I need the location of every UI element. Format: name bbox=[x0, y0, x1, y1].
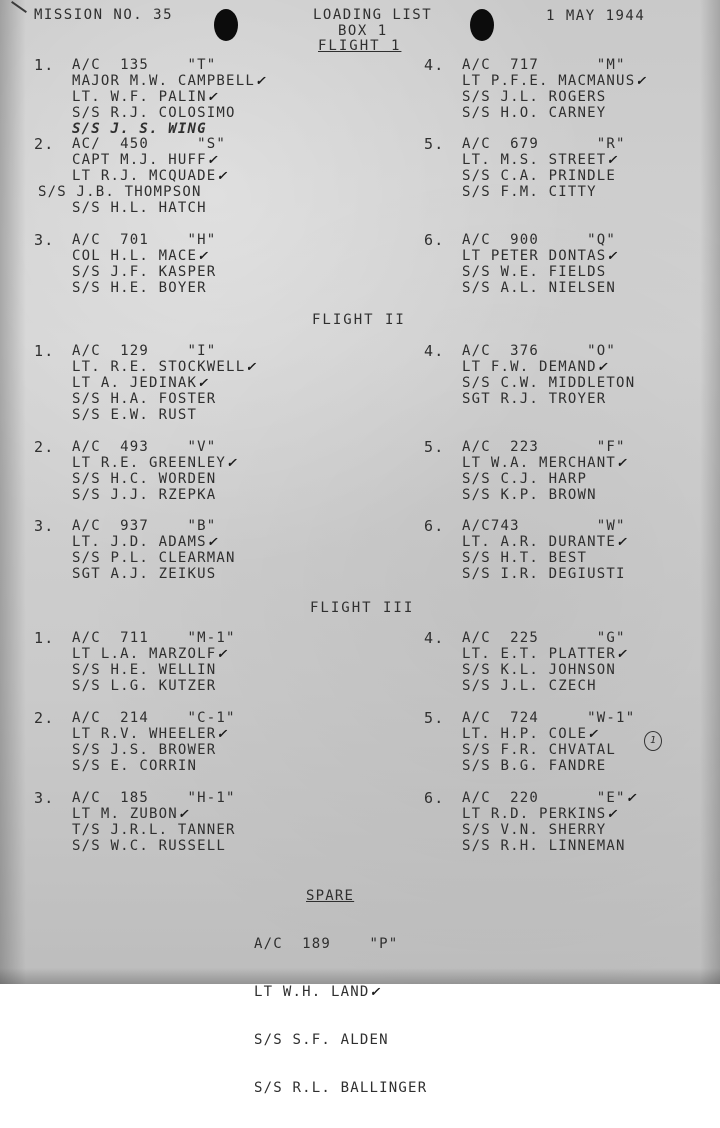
aircraft-entry bbox=[424, 439, 627, 503]
aircraft-entry bbox=[34, 136, 227, 216]
crew-member: S/S J.J. RZEPKA bbox=[72, 487, 217, 503]
aircraft-line: A/C 724 "W-1" bbox=[462, 710, 636, 726]
handwritten-check-icon: ✓ bbox=[207, 534, 218, 550]
aircraft-line: A/C 900 "Q" bbox=[462, 232, 617, 248]
handwritten-check-icon: ✓ bbox=[636, 73, 646, 89]
aircraft-entry bbox=[424, 57, 646, 121]
handwritten-check-icon: ✓ bbox=[607, 152, 618, 168]
crew-member: S/S I.R. DEGIUSTI bbox=[462, 566, 626, 582]
handwritten-check-icon: ✓ bbox=[227, 455, 237, 471]
spare-aircraft: A/C 189 "P" bbox=[254, 936, 399, 952]
aircraft-entry bbox=[34, 790, 236, 854]
entry-number: 1. bbox=[34, 342, 55, 360]
crew-member: LT. M.S. STREET✓ bbox=[462, 152, 618, 168]
aircraft-line: A/C743 "W" bbox=[462, 518, 626, 534]
crew-member: LT. J.D. ADAMS✓ bbox=[72, 534, 218, 550]
handwritten-check-icon: ✓ bbox=[217, 646, 228, 662]
crew-member: COL H.L. MACE✓ bbox=[72, 248, 208, 264]
crew-member: T/S J.R.L. TANNER bbox=[72, 822, 236, 838]
crew-member: S/S E. CORRIN bbox=[72, 758, 198, 774]
flight-title: FLIGHT III bbox=[310, 600, 415, 616]
crew-member: S/S C.A. PRINDLE bbox=[462, 168, 617, 184]
aircraft-entry bbox=[424, 518, 627, 582]
crew-member: S/S H.O. CARNEY bbox=[462, 105, 607, 121]
aircraft-entry bbox=[34, 630, 236, 694]
crew-member: S/S J.L. ROGERS bbox=[462, 89, 607, 105]
entry-number: 4. bbox=[424, 56, 445, 74]
aircraft-line: A/C 185 "H-1" bbox=[72, 790, 236, 806]
crew-member: S/S J.S. BROWER bbox=[72, 742, 217, 758]
aircraft-line: A/C 701 "H" bbox=[72, 232, 217, 248]
crew-member: LT R.J. MCQUADE✓ bbox=[72, 168, 228, 184]
entry-number: 4. bbox=[424, 342, 445, 360]
aircraft-entry bbox=[34, 232, 216, 296]
crew-member: S/S H.L. HATCH bbox=[72, 200, 207, 216]
crew-member: S/S W.C. RUSSELL bbox=[72, 838, 227, 854]
crew-member: LT F.W. DEMAND✓ bbox=[462, 359, 608, 375]
crew-member: S/S R.J. COLOSIMO bbox=[72, 105, 236, 121]
crew-member: S/S H.E. BOYER bbox=[72, 280, 207, 296]
mission-number: MISSION NO. 35 bbox=[34, 7, 174, 23]
document-title: LOADING LIST bbox=[313, 7, 433, 23]
crew-member: LT W.A. MERCHANT✓ bbox=[462, 455, 627, 471]
handwritten-check-icon: ✓ bbox=[198, 375, 208, 391]
crew-member: S/S C.W. MIDDLETON bbox=[462, 375, 636, 391]
crew-member: S/S P.L. CLEARMAN bbox=[72, 550, 236, 566]
crew-member: LT. A.R. DURANTE✓ bbox=[462, 534, 627, 550]
handwritten-check-icon: ✓ bbox=[246, 359, 256, 375]
aircraft-entry bbox=[424, 630, 627, 694]
handwritten-check-icon: ✓ bbox=[617, 534, 627, 550]
crew-member: S/S C.J. HARP bbox=[462, 471, 588, 487]
crew-member: S/S R.H. LINNEMAN bbox=[462, 838, 626, 854]
crew-member: LT. R.E. STOCKWELL✓ bbox=[72, 359, 256, 375]
handwritten-check-icon: ✓ bbox=[617, 646, 627, 662]
aircraft-line: A/C 220 "E"✓ bbox=[462, 790, 637, 806]
entry-number: 5. bbox=[424, 709, 445, 727]
entry-number: 4. bbox=[424, 629, 445, 647]
box-label: BOX 1 bbox=[338, 23, 388, 39]
crew-member: CAPT M.J. HUFF✓ bbox=[72, 152, 218, 168]
handwritten-check-icon: ✓ bbox=[588, 726, 598, 742]
aircraft-entry bbox=[34, 343, 256, 423]
crew-member: S/S B.G. FANDRE bbox=[462, 758, 607, 774]
aircraft-line: AC/ 450 "S" bbox=[72, 136, 227, 152]
entry-number: 2. bbox=[34, 438, 55, 456]
crew-member: LT. H.P. COLE✓ bbox=[462, 726, 598, 742]
aircraft-entry bbox=[34, 57, 266, 137]
handwritten-check-icon: ✓ bbox=[255, 73, 266, 89]
aircraft-entry bbox=[34, 518, 236, 582]
entry-number: 3. bbox=[34, 231, 55, 249]
entry-number: 2. bbox=[34, 135, 55, 153]
crew-member: S/S J.B. THOMPSON bbox=[38, 184, 202, 200]
handwritten-check-icon: ✓ bbox=[370, 984, 381, 1000]
handwritten-circle-mark: 1 bbox=[644, 731, 662, 751]
crew-member: LT R.E. GREENLEY✓ bbox=[72, 455, 237, 471]
crew-member: S/S J. S. WING bbox=[72, 121, 207, 137]
flight-title: FLIGHT 1 bbox=[318, 38, 402, 54]
spare-crew: S/S S.F. ALDEN bbox=[254, 1032, 389, 1048]
crew-member: LT P.F.E. MACMANUS✓ bbox=[462, 73, 646, 89]
handwritten-check-icon: ✓ bbox=[217, 168, 228, 184]
crew-member: S/S K.L. JOHNSON bbox=[462, 662, 617, 678]
aircraft-line: A/C 376 "O" bbox=[462, 343, 617, 359]
crew-member: S/S V.N. SHERRY bbox=[462, 822, 607, 838]
handwritten-check-icon: ✓ bbox=[207, 152, 218, 168]
entry-number: 5. bbox=[424, 135, 445, 153]
aircraft-line: A/C 129 "I" bbox=[72, 343, 217, 359]
crew-member: S/S H.A. FOSTER bbox=[72, 391, 217, 407]
crew-member: S/S H.T. BEST bbox=[462, 550, 588, 566]
flight-title: FLIGHT II bbox=[312, 312, 406, 328]
entry-number: 3. bbox=[34, 517, 55, 535]
aircraft-entry bbox=[424, 343, 635, 407]
scan-shadow-right bbox=[700, 0, 720, 984]
handwritten-check-icon: ✓ bbox=[597, 359, 608, 375]
crew-member: S/S E.W. RUST bbox=[72, 407, 198, 423]
handwritten-check-icon: ✓ bbox=[626, 790, 637, 806]
aircraft-line: A/C 711 "M-1" bbox=[72, 630, 236, 646]
entry-number: 3. bbox=[34, 789, 55, 807]
handwritten-check-icon: ✓ bbox=[217, 726, 228, 742]
aircraft-entry bbox=[34, 439, 237, 503]
spare-title: SPARE bbox=[306, 888, 355, 904]
handwritten-check-icon: ✓ bbox=[617, 455, 627, 471]
handwritten-check-icon: ✓ bbox=[607, 806, 618, 822]
spare-section bbox=[254, 856, 427, 1128]
entry-number: 1. bbox=[34, 56, 55, 74]
crew-member: S/S J.F. KASPER bbox=[72, 264, 217, 280]
document-date: 1 MAY 1944 bbox=[546, 8, 646, 24]
spare-crew: LT W.H. LAND✓ bbox=[254, 984, 381, 1000]
crew-member: S/S K.P. BROWN bbox=[462, 487, 597, 503]
aircraft-line: A/C 214 "C-1" bbox=[72, 710, 236, 726]
crew-member: LT L.A. MARZOLF✓ bbox=[72, 646, 228, 662]
crew-member: S/S H.C. WORDEN bbox=[72, 471, 217, 487]
crew-member: S/S F.M. CITTY bbox=[462, 184, 597, 200]
spare-crew: S/S R.L. BALLINGER bbox=[254, 1080, 428, 1096]
aircraft-entry bbox=[424, 710, 635, 774]
entry-number: 6. bbox=[424, 517, 445, 535]
handwritten-check-icon: ✓ bbox=[607, 248, 618, 264]
aircraft-line: A/C 493 "V" bbox=[72, 439, 217, 455]
crew-member: S/S A.L. NIELSEN bbox=[462, 280, 617, 296]
crew-member: LT PETER DONTAS✓ bbox=[462, 248, 618, 264]
entry-number: 1. bbox=[34, 629, 55, 647]
aircraft-line: A/C 223 "F" bbox=[462, 439, 626, 455]
crew-member: LT R.V. WHEELER✓ bbox=[72, 726, 228, 742]
crew-member: SGT R.J. TROYER bbox=[462, 391, 607, 407]
punch-hole-left bbox=[214, 9, 238, 41]
crew-member: SGT A.J. ZEIKUS bbox=[72, 566, 217, 582]
crew-member: LT. W.F. PALIN✓ bbox=[72, 89, 218, 105]
crew-member: S/S F.R. CHVATAL bbox=[462, 742, 617, 758]
crew-member: LT M. ZUBON✓ bbox=[72, 806, 189, 822]
crew-member: S/S W.E. FIELDS bbox=[462, 264, 607, 280]
punch-hole-right bbox=[470, 9, 494, 41]
crew-member: S/S H.E. WELLIN bbox=[72, 662, 217, 678]
entry-number: 5. bbox=[424, 438, 445, 456]
crew-member: LT A. JEDINAK✓ bbox=[72, 375, 208, 391]
crew-member: S/S L.G. KUTZER bbox=[72, 678, 217, 694]
aircraft-line: A/C 135 "T" bbox=[72, 57, 217, 73]
crew-member: LT R.D. PERKINS✓ bbox=[462, 806, 618, 822]
aircraft-entry bbox=[424, 136, 626, 200]
entry-number: 6. bbox=[424, 231, 445, 249]
handwritten-check-icon: ✓ bbox=[198, 248, 208, 264]
aircraft-entry bbox=[34, 710, 236, 774]
handwritten-check-icon: ✓ bbox=[207, 89, 218, 105]
aircraft-entry bbox=[424, 232, 617, 296]
entry-number: 2. bbox=[34, 709, 55, 727]
scan-shadow-left bbox=[0, 0, 26, 984]
crew-member: LT. E.T. PLATTER✓ bbox=[462, 646, 627, 662]
aircraft-line: A/C 717 "M" bbox=[462, 57, 626, 73]
aircraft-line: A/C 937 "B" bbox=[72, 518, 217, 534]
handwritten-check-icon: ✓ bbox=[178, 806, 189, 822]
aircraft-line: A/C 225 "G" bbox=[462, 630, 626, 646]
crew-member: S/S J.L. CZECH bbox=[462, 678, 597, 694]
entry-number: 6. bbox=[424, 789, 445, 807]
aircraft-entry bbox=[424, 790, 636, 854]
crew-member: MAJOR M.W. CAMPBELL✓ bbox=[72, 73, 266, 89]
aircraft-line: A/C 679 "R" bbox=[462, 136, 626, 152]
